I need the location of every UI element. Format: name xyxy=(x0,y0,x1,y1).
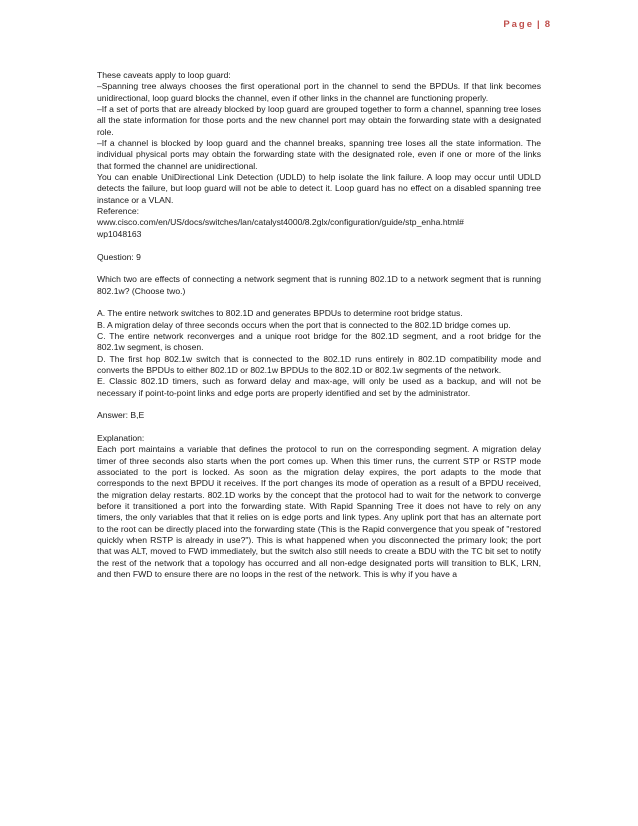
spacer xyxy=(97,263,541,274)
udld-note: You can enable UniDirectional Link Detection (UDLD) to help isolate the link failure. A loop may occur until UDLD detects the failure, but loop guard will not be able to detect it. Loop guard has no effect on a disabled spanning tree instance or a VLAN. xyxy=(97,172,541,205)
spacer xyxy=(97,422,541,433)
option-b: B. A migration delay of three seconds occurs when the port that is connected to the 802.1D bridge comes up. xyxy=(97,319,511,330)
reference-label: Reference: xyxy=(97,206,140,217)
question-text: Which two are effects of connecting a network segment that is running 802.1D to a network segment that is running 802.1w? (Choose two.) xyxy=(97,274,541,296)
question-label: Question: 9 xyxy=(97,251,141,262)
page-header xyxy=(503,19,552,30)
page-label: Page xyxy=(503,19,535,30)
option-c: C. The entire network reconverges and a unique root bridge for the 802.1D segment, and a root bridge for the 802.1w segment, is chosen. xyxy=(97,330,541,353)
reference-url xyxy=(97,217,541,240)
explanation-text: Each port maintains a variable that defines the protocol to run on the corresponding segment. A migration delay timer of three seconds also starts when the port comes up. When this timer runs, the current STP or RSTP mode associated to the port is locked. As soon as the migration delay expires, the port adapts to the mode that corresponds to the next BPDU it receives. If the port changes its mode of operation as a result of a BPDU received, the migration delay restarts. 802.1D works by the concept that the protocol had to wait for the network to converge before it transitioned a port into the forwarding state. With Rapid Spanning Tree it does not have to rely on any timers, the only variables that that it relies on is edge ports and link types. Any uplink port that has an alternate port to the root can be directly placed into the forwarding state (This is the Rapid convergence that you speak of "restored quickly when RSTP is already in use?"). This is what happened when you disconnected the primary look; the port that was ALT, moved to FWD immediately, but the switch also still needs to create a BDU with the TC bit set to notify the rest of the network that a topology has occurred and all non-edge designated ports will transition to BLK, LRN, and then FWD to ensure there are no loops in the rest of the network. This is why if you have a xyxy=(97,444,541,580)
reference-url-line1: www.cisco.com/en/US/docs/switches/lan/catalyst4000/8.2glx/configuration/guide/stp_enha.html# xyxy=(97,217,464,228)
reference-url-line2: wp1048163 xyxy=(97,228,142,239)
option-a: A. The entire network switches to 802.1D and generates BPDUs to determine root bridge status. xyxy=(97,308,463,319)
caveat-paragraph: –If a set of ports that are already blocked by loop guard are grouped together to form a channel, spanning tree loses all the state information for those ports and the new channel port may obtain the forwarding state with a designated role. xyxy=(97,104,541,137)
answer: Answer: B,E xyxy=(97,410,145,421)
explanation-label: Explanation: xyxy=(97,433,145,443)
caveat-paragraph: –If a channel is blocked by loop guard and the channel breaks, spanning tree loses all the state information. The individual physical ports may obtain the forwarding state with the designated role, even if one or more of the links that formed the channel are unidirectional. xyxy=(97,138,541,171)
option-e: E. Classic 802.1D timers, such as forward delay and max-age, will only be used as a backup, and will not be necessary if point-to-point links and edge ports are properly identified and set by the administrator. xyxy=(97,376,541,398)
spacer xyxy=(97,399,541,410)
spacer xyxy=(97,240,541,251)
page-separator: | xyxy=(537,19,542,30)
option-d: D. The first hop 802.1w switch that is connected to the 802.1D runs entirely in 802.1D compatibility mode and converts the BPDUs to either 802.1D or 802.1w BPDUs to the 802.1D or 802.1w segments of the network. xyxy=(97,353,541,375)
caveat-paragraph: –Spanning tree always chooses the first operational port in the channel to send the BPDUs. If that link becomes unidirectional, loop guard blocks the channel, even if other links in the channel are functioning properly. xyxy=(97,81,541,103)
spacer xyxy=(97,297,541,308)
caveats-intro: These caveats apply to loop guard: xyxy=(97,70,231,80)
document-body xyxy=(97,70,541,580)
page-number: 8 xyxy=(544,19,552,30)
